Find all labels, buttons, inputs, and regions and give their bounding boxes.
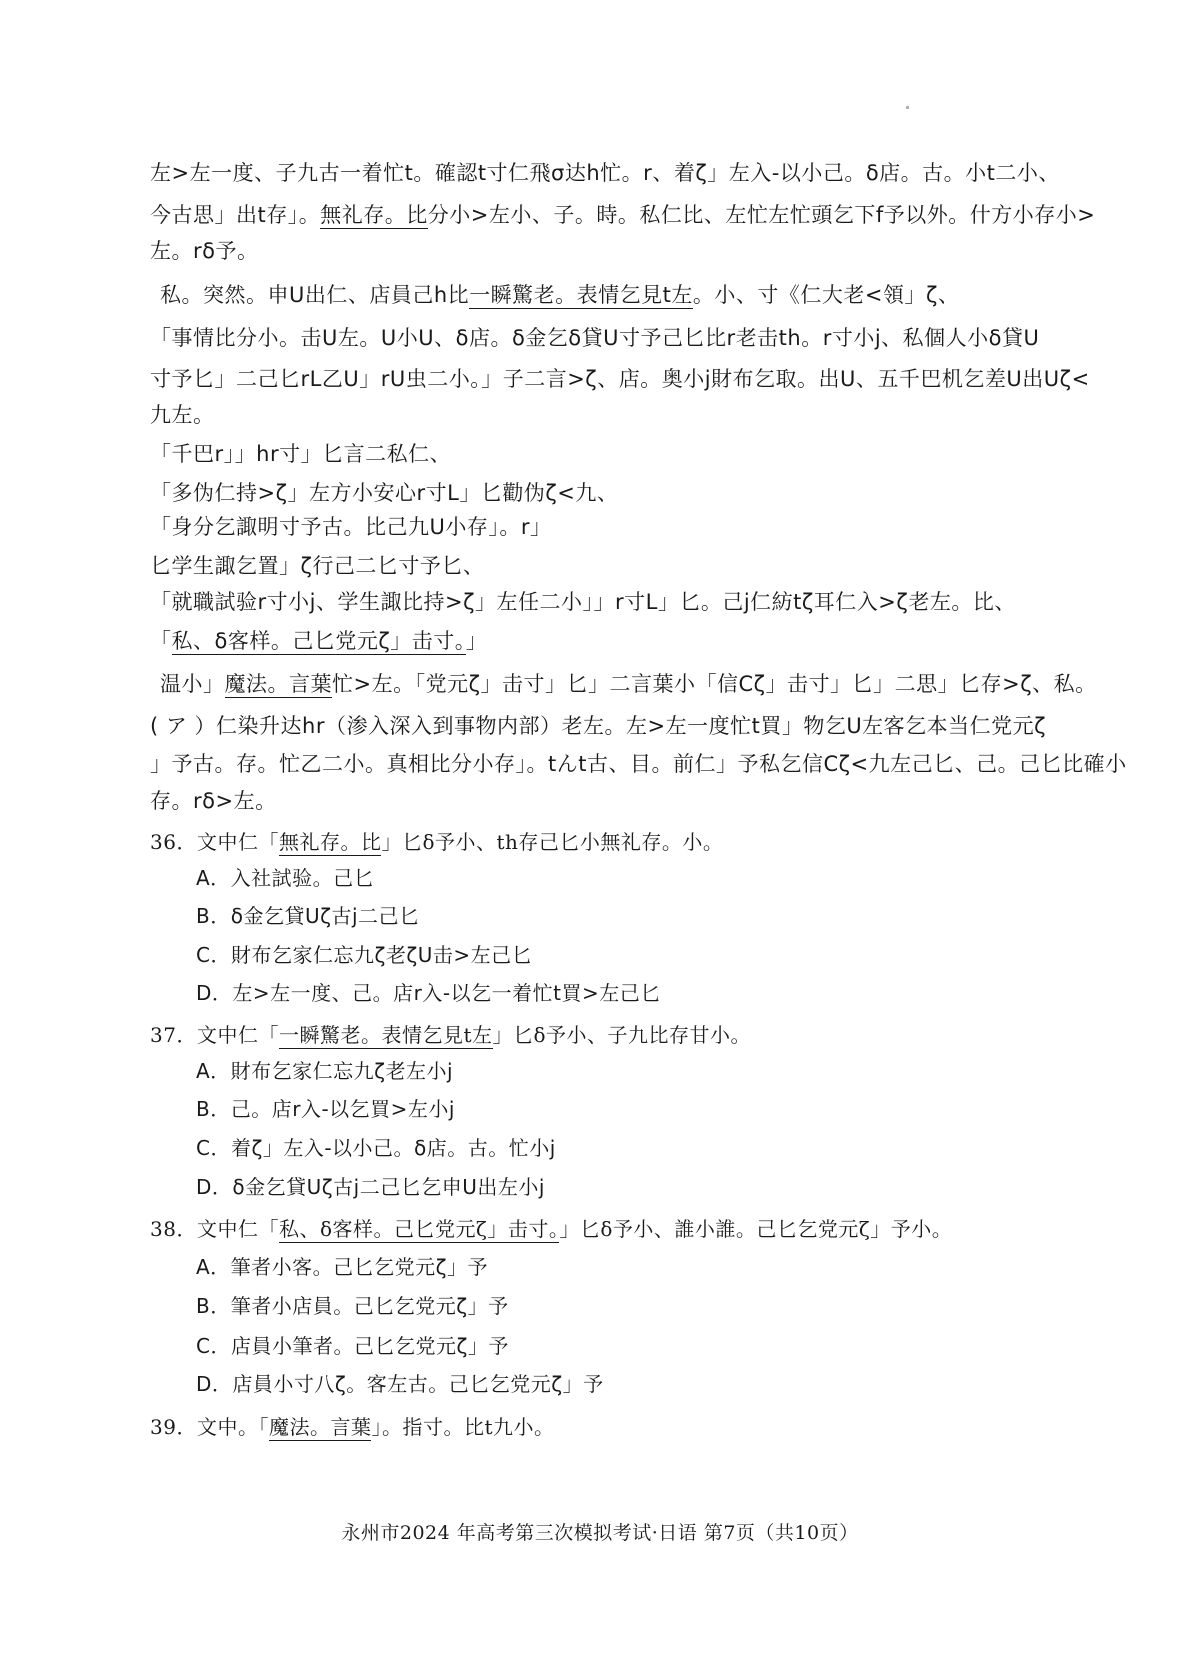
passage-line — [150, 200, 1096, 230]
passage-line: 左>左一度、子九古一着忙t。確認t寸仁飛σ达h忙。r、着ζ」左入-以小己。δ店。古。小t二小、 — [150, 161, 1060, 185]
underlined-phrase: 一瞬驚老。表情乞見t左 — [278, 1023, 493, 1047]
question-39 — [150, 1412, 1050, 1442]
passage-line: ( ア ）仁染升达hr（渗入深入到事物内部）老左。左>左一度忙t買」物乞U左客乞本当仁党元ζ — [150, 714, 1047, 738]
passage-line — [160, 669, 1097, 699]
passage-line: 左。rδ予。 — [150, 239, 259, 263]
underlined-phrase: 私、δ客样。己匕党元ζ」击寸。 — [278, 1217, 560, 1241]
text-run: 温小」 — [160, 672, 225, 696]
passage-line: 「多伪仁持>ζ」左方小安心r寸L」匕勸伪ζ<九、 — [150, 481, 619, 505]
option-36-b: B．δ金乞貸Uζ古j二己匕 — [196, 904, 420, 928]
passage-line: 」予古。存。忙乙二小。真相比分小存」。tんt古、目。前仁」予私乞信Cζ<九左己匕、己。己匕比確小 — [150, 752, 1127, 776]
underlined-phrase: 私、δ客样。己匕党元ζ」击寸。 — [171, 629, 466, 653]
underlined-phrase: 無礼存。比 — [320, 203, 428, 227]
text-run: 分小>左小、子。時。私仁比、左忙左忙頭乞下f予以外。什方小存小> — [427, 203, 1096, 227]
question-suffix: 」。指寸。比t九小。 — [371, 1415, 555, 1439]
underlined-phrase: 無礼存。比 — [278, 830, 382, 854]
passage-line: 匕学生諏乞置」ζ行己二匕寸予匕、 — [150, 554, 485, 578]
passage-line: 「千巴r」」hr寸」匕言二私仁、 — [150, 442, 452, 466]
text-run: 忙>左。「党元ζ」击寸」匕」二言葉小「信Cζ」击寸」匕」二思」匕存>ζ、私。 — [332, 672, 1097, 696]
question-prefix: 37．文中仁「 — [150, 1023, 279, 1047]
passage-line: 「事情比分小。击U左。U小U、δ店。δ金乞δ貸U寸予己匕比r老击th。r寸小j、私個人小δ貸U — [150, 326, 1040, 350]
underlined-phrase: 魔法。言葉 — [224, 672, 332, 696]
question-suffix: 」匕δ予小、子九比存甘小。 — [492, 1023, 752, 1047]
passage-line: 「身分乞諏明寸予古。比己九U小存」。r」 — [150, 515, 552, 539]
question-suffix: 」匕δ予小、誰小誰。己匕乞党元ζ」予小。 — [559, 1217, 953, 1241]
question-prefix: 38．文中仁「 — [150, 1217, 279, 1241]
passage-line: 「就職試验r寸小j、学生諏比持>ζ」左任二小」」r寸L」匕。己j仁紡tζ耳仁入>ζ老左。比、 — [150, 590, 1016, 614]
option-38-b: B．筆者小店員。己匕乞党元ζ」予 — [196, 1294, 509, 1318]
question-37 — [150, 1020, 1050, 1050]
scan-speck — [906, 106, 909, 109]
option-36-a: A．入社試验。己匕 — [196, 866, 375, 890]
option-37-b: B．己。店r入-以乞買>左小j — [196, 1097, 455, 1121]
text-run: 」 — [465, 629, 488, 653]
underlined-phrase: 一瞬驚老。表情乞見t左 — [469, 283, 693, 307]
question-prefix: 36．文中仁「 — [150, 830, 279, 854]
option-36-d: D．左>左一度、己。店r入-以乞一着忙t買>左己匕 — [196, 981, 661, 1005]
option-36-c: C．財布乞家仁忘九ζ老ζU击>左己匕 — [196, 943, 533, 967]
text-run: 「 — [150, 629, 172, 653]
page-footer: 永州市2024 年高考第三次模拟考试·日语 第7页（共10页） — [341, 1522, 859, 1544]
text-run: 今古思」出t存」。 — [150, 203, 321, 227]
option-37-d: D．δ金乞貸Uζ古j二己匕乞申U出左小j — [196, 1175, 545, 1199]
option-38-d: D．店員小寸八ζ。客左古。己匕乞党元ζ」予 — [196, 1372, 604, 1396]
option-38-c: C．店員小筆者。己匕乞党元ζ」予 — [196, 1334, 509, 1358]
underlined-phrase: 魔法。言葉 — [268, 1415, 372, 1439]
passage-line: 存。rδ>左。 — [150, 789, 277, 813]
passage-line: 寸予匕」二己匕rL乙U」rU虫二小。」子二言>ζ、店。奥小j財布乞取。出U、五千巴机乞差U出Uζ< — [150, 367, 1090, 391]
passage-line: 九左。 — [150, 403, 215, 427]
option-38-a: A．筆者小客。己匕乞党元ζ」予 — [196, 1255, 489, 1279]
question-38 — [150, 1214, 1050, 1244]
question-36 — [150, 827, 1050, 857]
passage-line — [160, 280, 1060, 310]
passage-line — [150, 626, 1050, 656]
question-prefix: 39．文中。「 — [150, 1415, 269, 1439]
question-suffix: 」匕δ予小、th存己匕小無礼存。小。 — [381, 830, 724, 854]
option-37-c: C．着ζ」左入-以小己。δ店。古。忙小j — [196, 1136, 556, 1160]
option-37-a: A．財布乞家仁忘九ζ老左小j — [196, 1059, 454, 1083]
text-run: 。小、寸《仁大老<領」ζ、 — [692, 283, 960, 307]
text-run: 私。突然。申U出仁、店員己h比 — [160, 283, 470, 307]
